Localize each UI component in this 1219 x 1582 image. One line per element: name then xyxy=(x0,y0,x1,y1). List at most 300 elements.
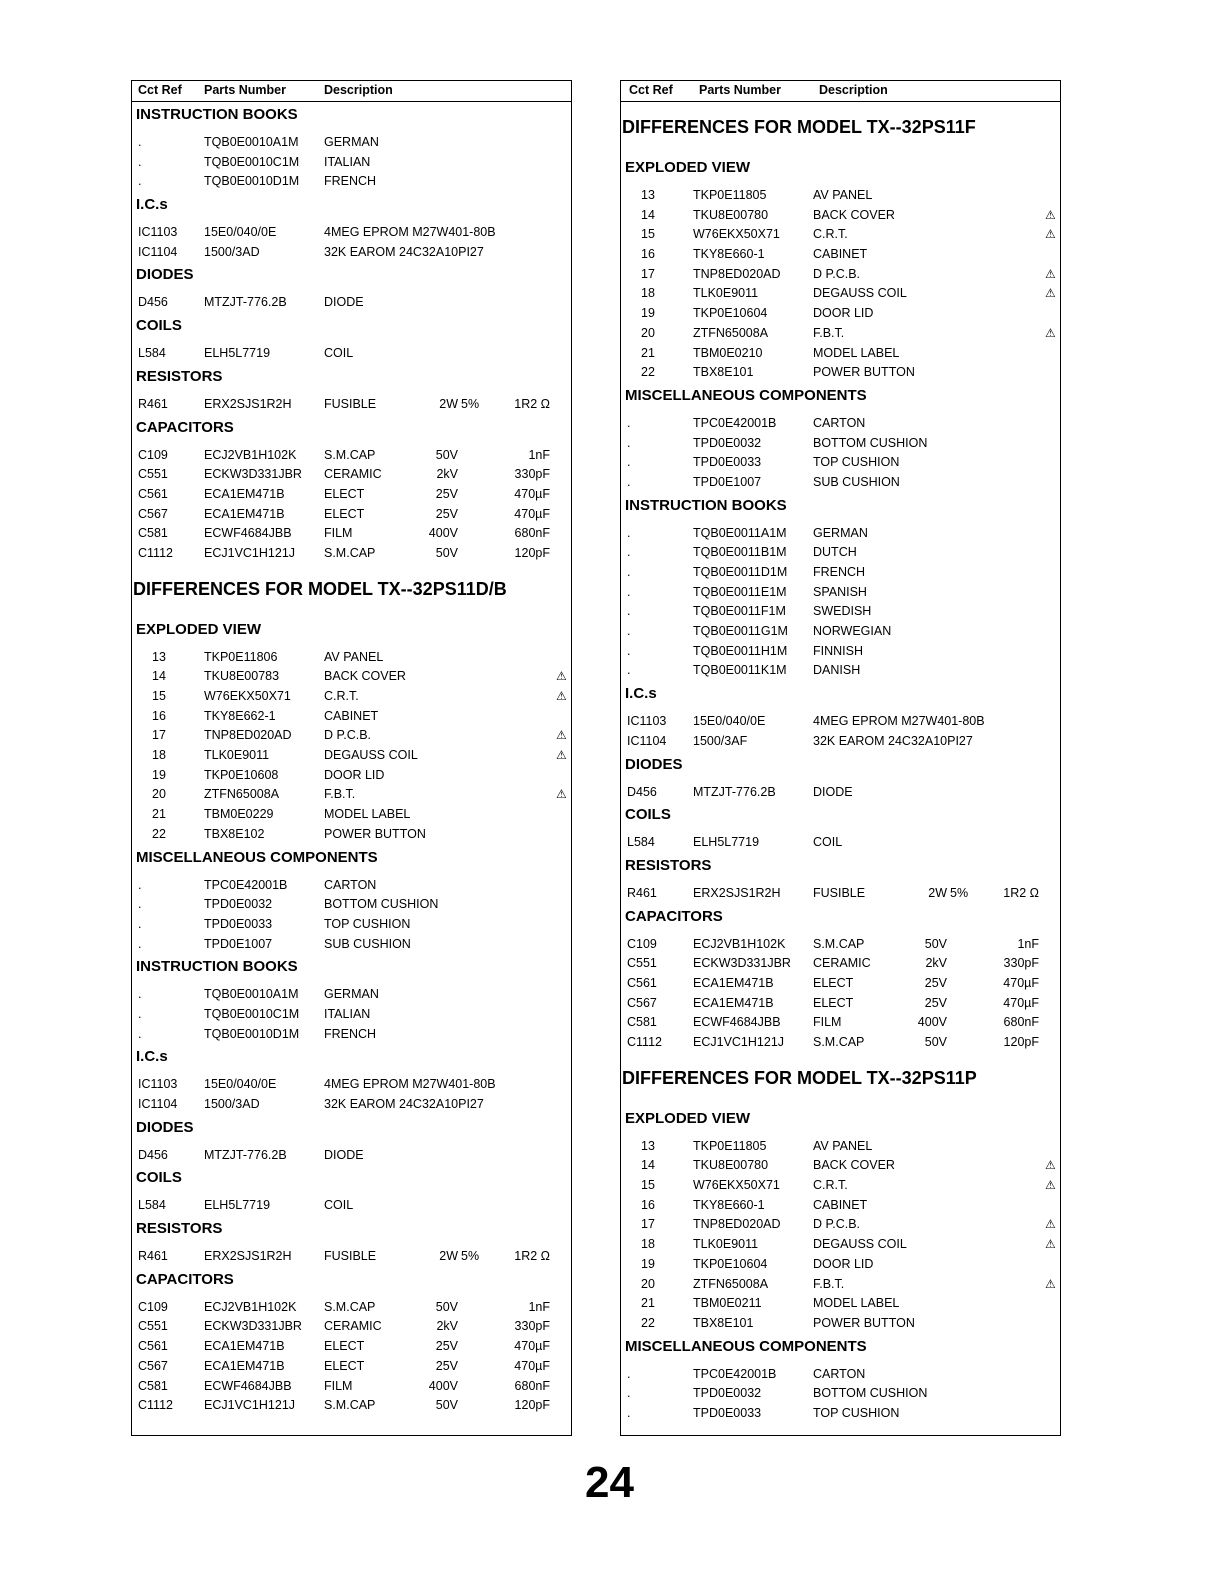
part-number: ECA1EM471B xyxy=(204,506,285,521)
component-value: 1nF xyxy=(528,447,550,462)
part-number: TQB0E0011G1M xyxy=(693,624,788,639)
table-row xyxy=(625,265,1060,285)
table-row xyxy=(625,1365,1060,1385)
table-row xyxy=(625,1176,1060,1196)
part-description: GERMAN xyxy=(324,987,379,1002)
table-row xyxy=(136,465,571,485)
cct-ref: . xyxy=(627,663,631,678)
part-number: TKP0E11805 xyxy=(693,1138,767,1153)
table-row xyxy=(136,485,571,505)
left-column-body xyxy=(132,103,571,1416)
cct-ref: C551 xyxy=(138,467,168,482)
cct-ref: C567 xyxy=(138,506,168,521)
component-value: 1R2 Ω xyxy=(1003,885,1039,900)
cct-ref: 20 xyxy=(641,325,655,340)
safety-warning-icon: ⚠ xyxy=(1045,1237,1056,1252)
section-title: INSTRUCTION BOOKS xyxy=(625,496,787,514)
part-description: FUSIBLE xyxy=(324,396,377,411)
safety-warning-icon: ⚠ xyxy=(556,669,567,684)
right-column-body xyxy=(621,110,1060,1424)
section-title: CAPACITORS xyxy=(625,907,723,925)
part-number: TLK0E9011 xyxy=(693,286,759,301)
cct-ref: C1112 xyxy=(138,545,173,560)
cct-ref: . xyxy=(138,877,142,892)
part-description: CERAMIC xyxy=(324,1319,382,1334)
table-row xyxy=(136,895,571,915)
part-description: F.B.T. xyxy=(324,787,356,802)
part-description: 4MEG EPROM M27W401-80B xyxy=(324,225,496,240)
section-title: MISCELLANEOUS COMPONENTS xyxy=(136,848,378,866)
table-row xyxy=(625,1013,1060,1033)
cct-ref: R461 xyxy=(138,1249,168,1264)
part-number: TBX8E101 xyxy=(693,1315,754,1330)
part-number: 15E0/040/0E xyxy=(204,225,277,240)
rating-value: 400V xyxy=(428,1378,458,1393)
part-description: NORWEGIAN xyxy=(813,624,892,639)
component-value: 1R2 Ω xyxy=(514,1249,550,1264)
cct-ref: 13 xyxy=(641,1138,655,1153)
part-description: S.M.CAP xyxy=(813,936,865,951)
cct-ref: 16 xyxy=(641,1197,655,1212)
part-description: S.M.CAP xyxy=(813,1035,865,1049)
part-number: ZTFN65008A xyxy=(693,1276,769,1291)
cct-ref: L584 xyxy=(138,346,166,361)
rating-value: 2kV xyxy=(925,956,947,971)
cct-ref: . xyxy=(138,174,142,189)
rating-value: 2W xyxy=(439,1249,458,1264)
cct-ref: C551 xyxy=(138,1319,168,1334)
section-title: COILS xyxy=(136,317,182,335)
table-row xyxy=(625,1404,1060,1424)
safety-warning-icon: ⚠ xyxy=(556,787,567,802)
cct-ref: D456 xyxy=(138,1147,168,1162)
table-row xyxy=(625,583,1060,603)
part-description: CERAMIC xyxy=(813,956,871,971)
table-row xyxy=(625,1196,1060,1216)
table-row xyxy=(136,648,571,668)
table-row xyxy=(625,1215,1060,1235)
part-number: ECKW3D331JBR xyxy=(693,956,791,971)
part-number: W76EKX50X71 xyxy=(693,227,780,242)
part-description: DEGAUSS COIL xyxy=(813,1237,907,1252)
section-title: INSTRUCTION BOOKS xyxy=(136,958,298,976)
part-description: ELECT xyxy=(324,486,365,501)
part-description: D P.C.B. xyxy=(324,728,372,743)
table-row xyxy=(625,622,1060,642)
section-title: CAPACITORS xyxy=(136,418,234,436)
part-description: BACK COVER xyxy=(813,1158,895,1173)
section-title: I.C.s xyxy=(136,1048,168,1066)
part-description: BOTTOM CUSHION xyxy=(813,1386,928,1401)
component-value: 120pF xyxy=(514,545,550,560)
cct-ref: . xyxy=(138,916,142,931)
part-number: TQB0E0010A1M xyxy=(204,135,299,149)
table-row xyxy=(136,1196,571,1216)
cct-ref: . xyxy=(627,435,631,450)
cct-ref: . xyxy=(138,1006,142,1021)
part-description: 4MEG EPROM M27W401-80B xyxy=(813,714,985,729)
part-description: BACK COVER xyxy=(813,207,895,222)
table-row xyxy=(625,954,1060,974)
table-row xyxy=(136,1357,571,1377)
cct-ref: 20 xyxy=(641,1276,655,1291)
part-number: TPD0E1007 xyxy=(693,474,762,489)
table-row xyxy=(625,1314,1060,1334)
component-value: 680nF xyxy=(1003,1015,1039,1030)
table-row xyxy=(136,1298,571,1318)
rating-value: 50V xyxy=(435,1299,458,1314)
part-description: S.M.CAP xyxy=(324,1299,376,1314)
cct-ref: . xyxy=(627,1405,631,1420)
rating-value: 50V xyxy=(435,447,458,462)
cct-ref: C1112 xyxy=(138,1398,173,1413)
part-number: TKP0E11806 xyxy=(204,649,278,664)
table-row xyxy=(136,687,571,707)
table-row xyxy=(625,732,1060,752)
part-description: AV PANEL xyxy=(813,1138,873,1153)
rating-value: 2kV xyxy=(436,467,458,482)
table-row xyxy=(625,324,1060,344)
part-number: ECA1EM471B xyxy=(204,1339,285,1354)
table-row xyxy=(625,245,1060,265)
part-description: S.M.CAP xyxy=(324,1398,376,1413)
part-description: C.R.T. xyxy=(813,1178,848,1193)
cct-ref: . xyxy=(138,1026,142,1041)
table-row xyxy=(625,363,1060,383)
part-number: ECJ1VC1H121J xyxy=(693,1035,785,1049)
component-value: 1nF xyxy=(1017,936,1039,951)
part-description: ELECT xyxy=(324,1358,365,1373)
section-title: EXPLODED VIEW xyxy=(625,1109,751,1127)
table-row xyxy=(136,446,571,466)
part-number: TPC0E42001B xyxy=(204,877,288,892)
component-value: 470µF xyxy=(514,1358,550,1373)
part-number: TKP0E10608 xyxy=(204,767,279,782)
part-description: CARTON xyxy=(813,1366,866,1381)
part-number: TKU8E00780 xyxy=(693,207,769,222)
part-number: TPD0E0032 xyxy=(693,1386,762,1401)
part-number: 1500/3AF xyxy=(693,733,748,748)
cct-ref: 16 xyxy=(152,708,166,723)
table-row xyxy=(625,884,1060,904)
part-number: ECKW3D331JBR xyxy=(204,1319,302,1334)
part-number: TQB0E0010C1M xyxy=(204,154,300,169)
component-value: 120pF xyxy=(1003,1035,1039,1049)
cct-ref: D456 xyxy=(138,295,168,310)
cct-ref: C561 xyxy=(138,1339,168,1354)
part-number: TPD0E1007 xyxy=(204,936,273,951)
part-description: FILM xyxy=(324,526,353,541)
part-number: TQB0E0011E1M xyxy=(693,584,787,599)
part-number: 15E0/040/0E xyxy=(204,1077,277,1092)
part-number: ECJ1VC1H121J xyxy=(204,545,296,560)
cct-ref: . xyxy=(138,154,142,169)
part-number: ERX2SJS1R2H xyxy=(204,396,292,411)
part-number: TPD0E0033 xyxy=(693,1405,762,1420)
part-description: SUB CUSHION xyxy=(813,474,900,489)
part-description: F.B.T. xyxy=(813,325,845,340)
cct-ref: 16 xyxy=(641,247,655,262)
part-description: 32K EAROM 24C32A10PI27 xyxy=(324,1097,484,1111)
cct-ref: IC1104 xyxy=(138,1097,178,1111)
component-value: 470µF xyxy=(514,486,550,501)
table-row xyxy=(136,1025,571,1045)
cct-ref: R461 xyxy=(138,396,168,411)
rating-value: 2kV xyxy=(436,1319,458,1334)
cct-ref: . xyxy=(627,415,631,430)
part-number: MTZJT-776.2B xyxy=(204,295,287,310)
part-number: TQB0E0010D1M xyxy=(204,1026,300,1041)
part-number: TPD0E0033 xyxy=(204,916,273,931)
part-description: ELECT xyxy=(813,995,854,1010)
cct-ref: . xyxy=(138,987,142,1002)
component-value: 470µF xyxy=(1003,975,1039,990)
part-number: TQB0E0011K1M xyxy=(693,663,787,678)
part-description: CABINET xyxy=(813,247,868,262)
header-parts-number: Parts Number xyxy=(699,83,781,97)
table-row xyxy=(136,544,571,564)
part-description: SWEDISH xyxy=(813,604,872,619)
table-row xyxy=(625,524,1060,544)
part-number: TBX8E101 xyxy=(693,365,754,380)
part-description: DOOR LID xyxy=(324,767,385,782)
part-description: DEGAUSS COIL xyxy=(813,286,907,301)
part-number: TKU8E00780 xyxy=(693,1158,769,1173)
section-title: CAPACITORS xyxy=(136,1270,234,1288)
tolerance-value: 5% xyxy=(950,885,969,900)
cct-ref: R461 xyxy=(627,885,657,900)
part-description: 4MEG EPROM M27W401-80B xyxy=(324,1077,496,1092)
rating-value: 25V xyxy=(924,995,947,1010)
part-number: ELH5L7719 xyxy=(693,835,760,850)
part-number: TPD0E0032 xyxy=(204,897,273,912)
part-description: DEGAUSS COIL xyxy=(324,748,418,763)
part-number: ECJ2VB1H102K xyxy=(204,1299,297,1314)
cct-ref: 13 xyxy=(152,649,166,664)
model-difference-title: DIFFERENCES FOR MODEL TX--32PS11D/B xyxy=(133,578,507,599)
rating-value: 50V xyxy=(435,1398,458,1413)
part-number: TPD0E0033 xyxy=(693,455,762,470)
cct-ref: 22 xyxy=(641,365,655,380)
part-number: TBM0E0210 xyxy=(693,345,763,360)
part-description: ELECT xyxy=(324,1339,365,1354)
part-number: TQB0E0011B1M xyxy=(693,545,787,560)
part-number: ZTFN65008A xyxy=(204,787,280,802)
part-description: TOP CUSHION xyxy=(324,916,411,931)
cct-ref: L584 xyxy=(627,835,655,850)
section-title: EXPLODED VIEW xyxy=(136,620,262,638)
cct-ref: . xyxy=(627,624,631,639)
cct-ref: 22 xyxy=(152,826,166,841)
part-description: DANISH xyxy=(813,663,861,678)
table-row xyxy=(136,293,571,313)
table-row xyxy=(136,876,571,896)
rating-value: 50V xyxy=(924,936,947,951)
component-value: 330pF xyxy=(1003,956,1039,971)
header-cct-ref: Cct Ref xyxy=(138,83,182,97)
table-row xyxy=(136,985,571,1005)
part-description: AV PANEL xyxy=(324,649,384,664)
table-row xyxy=(625,712,1060,732)
header-cct-ref: Cct Ref xyxy=(629,83,673,97)
part-description: BACK COVER xyxy=(324,669,406,684)
cct-ref: IC1104 xyxy=(138,244,178,259)
cct-ref: 19 xyxy=(152,767,166,782)
cct-ref: 15 xyxy=(152,689,166,703)
part-description: DIODE xyxy=(813,784,853,799)
safety-warning-icon: ⚠ xyxy=(1045,1178,1056,1193)
cct-ref: C581 xyxy=(138,1378,168,1393)
cct-ref: . xyxy=(627,1386,631,1401)
component-value: 470µF xyxy=(514,1339,550,1354)
table-row xyxy=(136,172,571,192)
cct-ref: 22 xyxy=(641,1315,655,1330)
cct-ref: IC1103 xyxy=(138,225,178,240)
cct-ref: . xyxy=(138,135,142,149)
table-row xyxy=(625,661,1060,681)
part-description: MODEL LABEL xyxy=(813,345,900,360)
part-description: POWER BUTTON xyxy=(813,1315,915,1330)
cct-ref: 13 xyxy=(641,188,655,202)
cct-ref: . xyxy=(627,1366,631,1381)
cct-ref: . xyxy=(138,897,142,912)
rating-value: 25V xyxy=(435,486,458,501)
table-row xyxy=(136,1146,571,1166)
section-title: MISCELLANEOUS COMPONENTS xyxy=(625,1337,867,1355)
part-number: ECA1EM471B xyxy=(204,1358,285,1373)
component-value: 680nF xyxy=(514,1378,550,1393)
table-row xyxy=(625,1255,1060,1275)
table-row xyxy=(136,133,571,153)
part-description: GERMAN xyxy=(813,525,868,540)
section-title: I.C.s xyxy=(625,685,657,703)
cct-ref: 14 xyxy=(641,1158,655,1173)
cct-ref: C581 xyxy=(138,526,168,541)
part-number: TNP8ED020AD xyxy=(204,728,292,743)
part-description: CERAMIC xyxy=(324,467,382,482)
column-header xyxy=(132,81,571,102)
safety-warning-icon: ⚠ xyxy=(556,748,567,763)
cct-ref: . xyxy=(627,455,631,470)
part-number: TQB0E0010A1M xyxy=(204,987,299,1002)
section-title: RESISTORS xyxy=(625,856,712,874)
part-description: S.M.CAP xyxy=(324,447,376,462)
cct-ref: . xyxy=(627,525,631,540)
part-description: MODEL LABEL xyxy=(813,1296,900,1311)
part-description: BOTTOM CUSHION xyxy=(813,435,928,450)
part-number: ELH5L7719 xyxy=(204,1198,271,1213)
part-description: F.B.T. xyxy=(813,1276,845,1291)
part-number: ECJ2VB1H102K xyxy=(693,936,786,951)
table-row xyxy=(625,186,1060,206)
part-number: MTZJT-776.2B xyxy=(204,1147,287,1162)
safety-warning-icon: ⚠ xyxy=(1045,1158,1056,1173)
cct-ref: IC1103 xyxy=(627,714,667,729)
cct-ref: 17 xyxy=(641,266,655,281)
part-number: TPC0E42001B xyxy=(693,1366,777,1381)
component-value: 330pF xyxy=(514,467,550,482)
part-number: TKY8E660-1 xyxy=(693,247,765,262)
part-number: ELH5L7719 xyxy=(204,346,271,361)
part-description: 32K EAROM 24C32A10PI27 xyxy=(324,244,484,259)
section-title: COILS xyxy=(136,1169,182,1187)
cct-ref: 14 xyxy=(641,207,655,222)
table-row xyxy=(136,505,571,525)
part-description: ELECT xyxy=(813,975,854,990)
rating-value: 400V xyxy=(917,1015,947,1030)
part-number: TLK0E9011 xyxy=(693,1237,759,1252)
cct-ref: C567 xyxy=(627,995,657,1010)
part-description: SUB CUSHION xyxy=(324,936,411,951)
safety-warning-icon: ⚠ xyxy=(556,728,567,743)
table-row xyxy=(625,1137,1060,1157)
part-number: ERX2SJS1R2H xyxy=(204,1249,292,1264)
cct-ref: 14 xyxy=(152,669,166,684)
table-row xyxy=(625,783,1060,803)
table-row xyxy=(625,344,1060,364)
cct-ref: . xyxy=(627,565,631,579)
part-number: ECA1EM471B xyxy=(693,995,774,1010)
table-row xyxy=(625,473,1060,493)
cct-ref: L584 xyxy=(138,1198,166,1213)
cct-ref: 18 xyxy=(152,748,166,763)
tolerance-value: 5% xyxy=(461,1249,480,1264)
table-row xyxy=(136,223,571,243)
cct-ref: . xyxy=(627,474,631,489)
table-row xyxy=(136,1337,571,1357)
part-description: AV PANEL xyxy=(813,188,873,202)
section-title: INSTRUCTION BOOKS xyxy=(136,106,298,123)
safety-warning-icon: ⚠ xyxy=(1045,266,1056,281)
cct-ref: C109 xyxy=(138,1299,168,1314)
part-number: TPC0E42001B xyxy=(693,415,777,430)
table-row xyxy=(136,1095,571,1115)
safety-warning-icon: ⚠ xyxy=(556,689,567,703)
section-title: RESISTORS xyxy=(136,1220,223,1238)
cct-ref: 20 xyxy=(152,787,166,802)
table-row xyxy=(136,707,571,727)
safety-warning-icon: ⚠ xyxy=(1045,207,1056,222)
table-row xyxy=(625,1156,1060,1176)
table-row xyxy=(136,766,571,786)
part-number: TKP0E11805 xyxy=(693,188,767,202)
part-description: FRENCH xyxy=(324,1026,377,1041)
table-row xyxy=(136,785,571,805)
cct-ref: . xyxy=(627,545,631,560)
cct-ref: D456 xyxy=(627,784,657,799)
part-description: POWER BUTTON xyxy=(813,365,915,380)
table-row xyxy=(625,543,1060,563)
parts-column-left xyxy=(131,80,572,1436)
table-row xyxy=(136,935,571,955)
rating-value: 25V xyxy=(435,506,458,521)
table-row xyxy=(136,243,571,263)
table-row xyxy=(625,206,1060,226)
part-number: ZTFN65008A xyxy=(693,325,769,340)
cct-ref: . xyxy=(627,643,631,658)
cct-ref: 21 xyxy=(641,1296,655,1311)
table-row xyxy=(625,434,1060,454)
part-description: S.M.CAP xyxy=(324,545,376,560)
part-description: COIL xyxy=(813,835,843,850)
part-number: 15E0/040/0E xyxy=(693,714,766,729)
part-description: CARTON xyxy=(324,877,377,892)
rating-value: 25V xyxy=(435,1358,458,1373)
header-description: Description xyxy=(324,83,393,97)
part-number: TQB0E0010D1M xyxy=(204,174,300,189)
table-row xyxy=(625,304,1060,324)
part-number: ECJ2VB1H102K xyxy=(204,447,297,462)
